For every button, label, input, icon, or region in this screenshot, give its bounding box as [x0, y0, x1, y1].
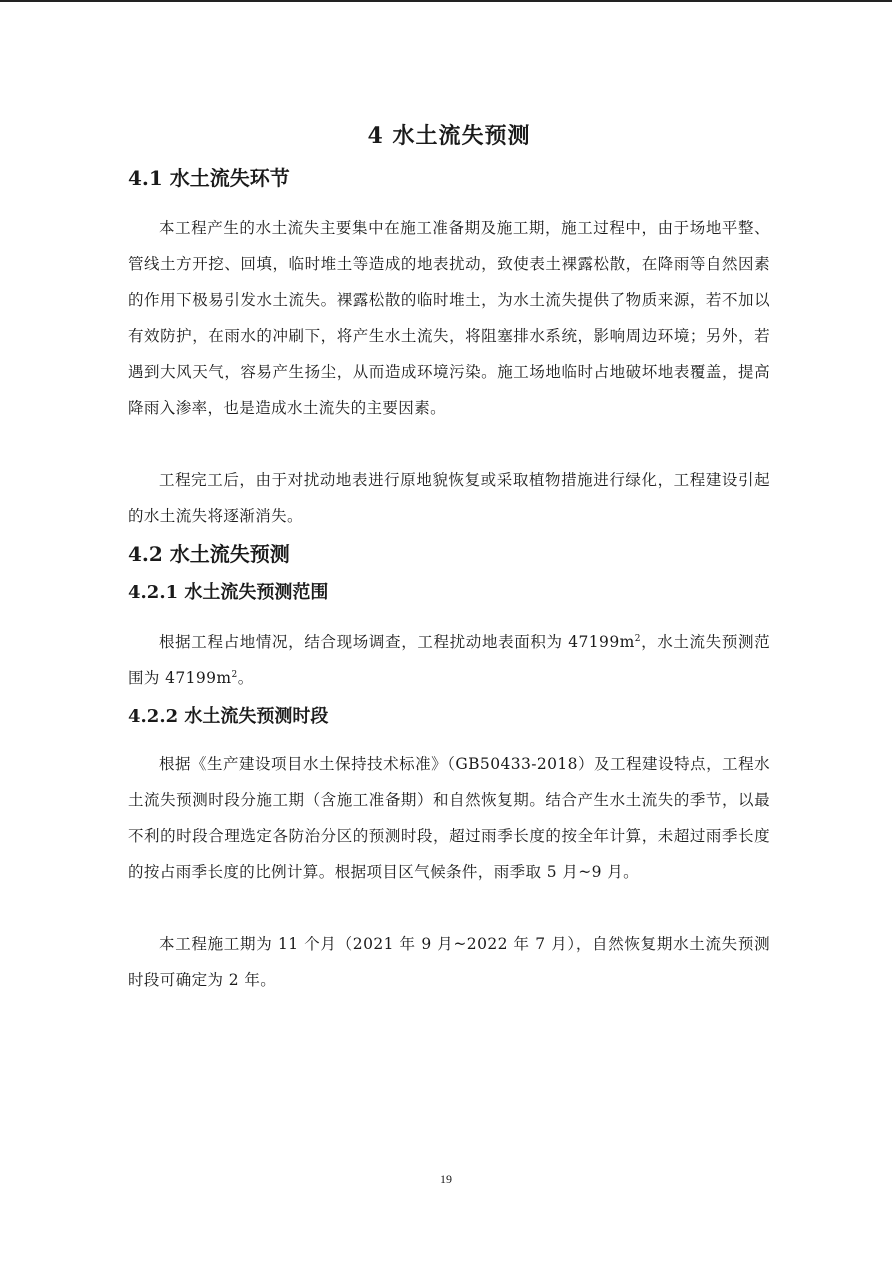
section-heading-4-2-2: 4.2.2 水土流失预测时段 — [128, 706, 329, 727]
superscript-2: 2 — [231, 669, 238, 680]
section-heading-4-1: 4.1 水土流失环节 — [128, 166, 290, 190]
chapter-title: 4 水土流失预测 — [367, 123, 531, 149]
section-4-2-2-paragraph-2: 本工程施工期为 11 个月（2021 年 9 月~2022 年 7 月），自然恢复期水土流失预测时段可确定为 2 年。 — [128, 935, 770, 989]
page-number: 19 — [440, 1172, 452, 1186]
range-text-part-1: 根据工程占地情况，结合现场调查，工程扰动地表面积为 47199m — [159, 633, 635, 651]
range-text-part-2: ，水土流失预测范围为 47199m — [128, 633, 771, 687]
top-border-rule — [0, 0, 892, 2]
section-heading-4-2: 4.2 水土流失预测 — [128, 542, 290, 566]
section-4-1-paragraph-2: 工程完工后，由于对扰动地表进行原地貌恢复或采取植物措施进行绿化，工程建设引起的水土流失将逐渐消失。 — [128, 471, 770, 525]
superscript-2: 2 — [634, 633, 641, 644]
section-4-2-2-paragraph-1: 根据《生产建设项目水土保持技术标准》（GB50433-2018）及工程建设特点，工程水土流失预测时段分施工期（含施工准备期）和自然恢复期。结合产生水土流失的季节，以最不利的时段合理选定各防治分区的预测时段，超过雨季长度的按全年计算，未超过雨季长度的按占雨季长度的比例计算。根据项目区气候条件，雨季取 5 月~9 月。 — [128, 755, 770, 881]
section-4-1-paragraph-1: 本工程产生的水土流失主要集中在施工准备期及施工期，施工过程中，由于场地平整、管线土方开挖、回填，临时堆土等造成的地表扰动，致使表土裸露松散，在降雨等自然因素的作用下极易引发水土流失。裸露松散的临时堆土，为水土流失提供了物质来源，若不加以有效防护，在雨水的冲刷下，将产生水土流失，将阻塞排水系统，影响周边环境；另外，若遇到大风天气，容易产生扬尘，从而造成环境污染。施工场地临时占地破坏地表覆盖，提高降雨入渗率，也是造成水土流失的主要因素。 — [128, 219, 770, 417]
section-4-2-1-paragraph — [128, 624, 770, 696]
section-heading-4-2-1: 4.2.1 水土流失预测范围 — [128, 582, 329, 603]
range-text-part-3: 。 — [237, 669, 254, 687]
